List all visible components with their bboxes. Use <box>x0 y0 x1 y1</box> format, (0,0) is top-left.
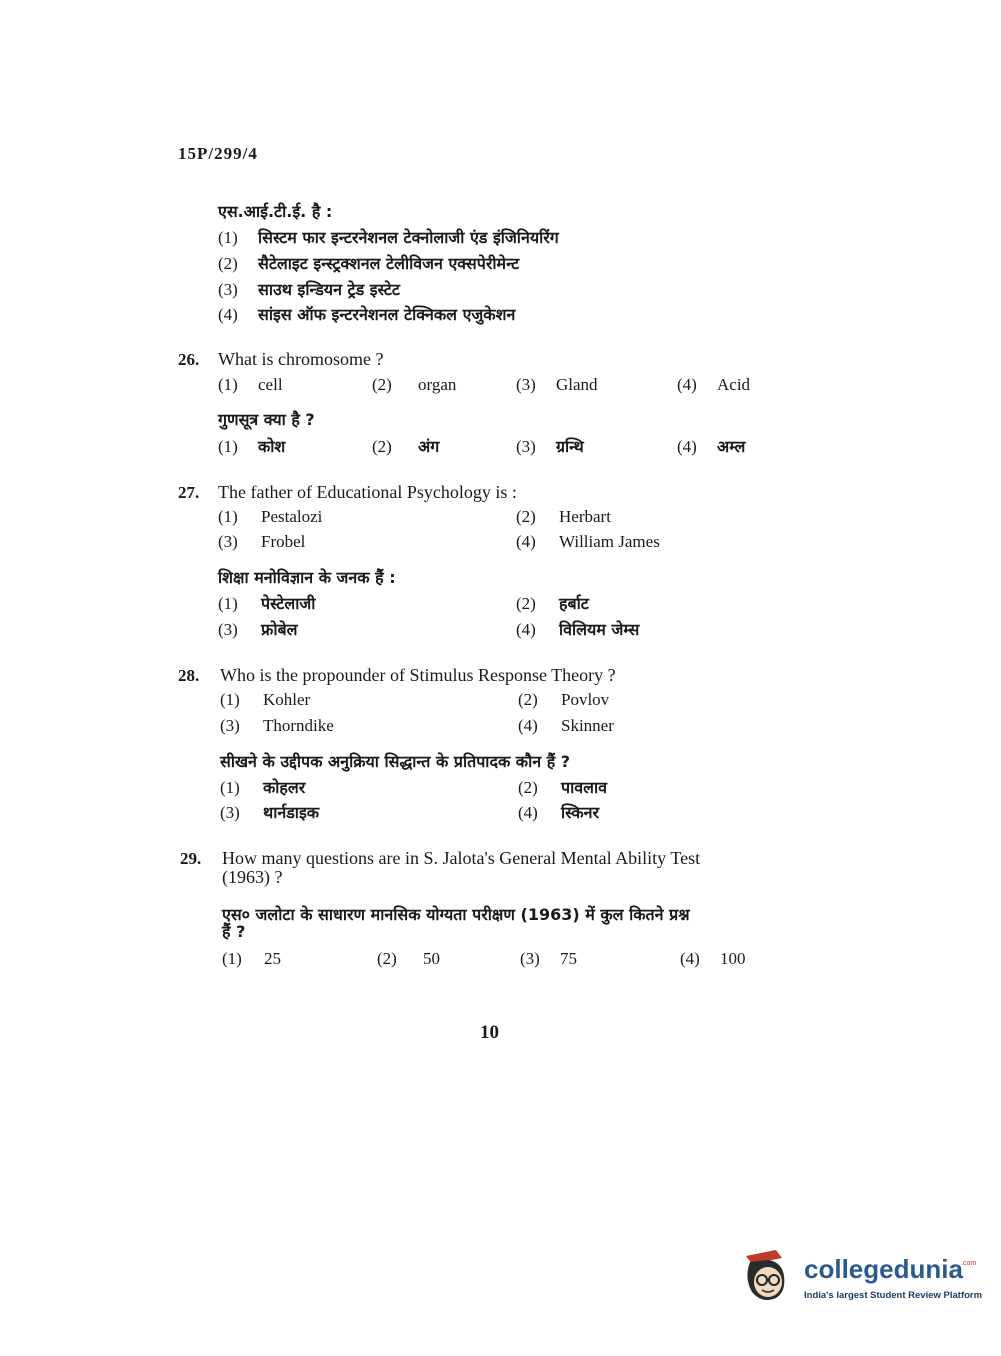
option-number: (1) <box>222 949 242 968</box>
option-number: (3) <box>218 280 238 299</box>
q26-en-option-1 <box>218 375 283 395</box>
q28-en-option-2 <box>518 690 609 710</box>
q29-option-1 <box>222 949 281 969</box>
question-text: What is chromosome ? <box>218 349 384 369</box>
option-number: (4) <box>680 949 700 968</box>
q25-hindi-stem: एस.आई.टी.ई. है : <box>218 202 333 221</box>
option-text: Herbart <box>559 507 611 526</box>
question-number: 27. <box>178 483 200 502</box>
q27-hi-option-3 <box>218 618 297 640</box>
option-number: (4) <box>516 532 536 551</box>
q29-option-4 <box>680 949 746 969</box>
q28-hi-option-3 <box>220 801 319 823</box>
option-text: सैटेलाइट इन्स्ट्रक्शनल टेलीविजन एक्सपेरीमेन्ट <box>258 254 520 273</box>
q25-option-2 <box>218 252 519 274</box>
option-number: (2) <box>218 254 238 273</box>
brand-name: collegedunia <box>804 1254 963 1284</box>
option-number: (3) <box>220 803 240 822</box>
q29-option-3 <box>520 949 577 969</box>
option-number: (2) <box>516 507 536 526</box>
option-text: विलियम जेम्स <box>559 620 640 639</box>
option-number: (2) <box>372 437 392 456</box>
option-text: सांइस ऑफ इन्टरनेशनल टेक्निकल एजुकेशन <box>258 305 516 324</box>
option-text: Kohler <box>263 690 311 709</box>
q28-en-option-1 <box>220 690 310 710</box>
option-number: (4) <box>516 620 536 639</box>
q25-option-1 <box>218 226 559 248</box>
q27-en-option-3 <box>218 532 305 552</box>
q29-hindi-stem: एस० जलोटा के साधारण मानसिक योग्यता परीक्षण (1963) में कुल कितने प्रश्न <box>222 905 690 924</box>
q26-hi-option-4 <box>677 435 745 457</box>
option-number: (2) <box>516 594 536 613</box>
collegedunia-logo <box>742 1248 983 1308</box>
paper-code: 15P/299/4 <box>178 144 258 163</box>
option-number: (4) <box>518 803 538 822</box>
option-number: (2) <box>518 778 538 797</box>
option-text: हर्बाट <box>559 594 589 613</box>
option-text: अंग <box>418 437 440 456</box>
option-text: साउथ इन्डियन ट्रेड इस्टेट <box>258 280 400 299</box>
option-text: अम्ल <box>717 437 746 456</box>
option-text: cell <box>258 375 283 394</box>
q26-hi-option-2 <box>372 435 439 457</box>
q25-option-4 <box>218 303 515 325</box>
q29-hindi-stem-line2: हैं ? <box>222 922 246 941</box>
option-text: 25 <box>264 949 281 968</box>
q28-hi-option-1 <box>220 776 305 798</box>
option-number: (1) <box>218 507 238 526</box>
option-number: (3) <box>220 716 240 735</box>
option-text: स्किनर <box>561 803 600 822</box>
q28-hi-option-4 <box>518 801 599 823</box>
option-text: 75 <box>560 949 577 968</box>
option-text: ग्रन्थि <box>556 437 584 456</box>
q29-option-2 <box>377 949 440 969</box>
option-text: Povlov <box>561 690 610 709</box>
option-number: (1) <box>220 690 240 709</box>
q28-hi-option-2 <box>518 776 607 798</box>
q26-hi-option-1 <box>218 435 285 457</box>
option-text: 50 <box>423 949 440 968</box>
brand-tagline: India's largest Student Review Platform <box>804 1290 983 1301</box>
question-number: 26. <box>178 350 200 369</box>
question-number: 29. <box>180 849 202 868</box>
option-number: (4) <box>677 437 697 456</box>
q26-en-option-3 <box>516 375 598 395</box>
page-number: 10 <box>480 1022 499 1043</box>
option-text: फ्रोबेल <box>261 620 298 639</box>
question-text: The father of Educational Psychology is : <box>218 482 517 502</box>
question-text: Who is the propounder of Stimulus Response Theory ? <box>220 665 616 685</box>
option-number: (1) <box>220 778 240 797</box>
option-text: कोहलर <box>263 778 306 797</box>
q27-hindi-stem: शिक्षा मनोविज्ञान के जनक हैं : <box>218 568 396 587</box>
option-number: (2) <box>377 949 397 968</box>
option-text: थार्नडाइक <box>263 803 320 822</box>
q26-en-option-2 <box>372 375 456 395</box>
option-text: William James <box>559 532 660 551</box>
option-text: 100 <box>720 949 746 968</box>
option-text: Pestalozi <box>261 507 323 526</box>
option-text: Acid <box>717 375 751 394</box>
option-number: (1) <box>218 375 238 394</box>
option-number: (1) <box>218 228 238 247</box>
q28-stem <box>178 665 616 686</box>
q29-stem-line2: (1963) ? <box>222 867 283 887</box>
option-text: सिस्टम फार इन्टरनेशनल टेक्नोलाजी एंड इंजिनियरिंग <box>258 228 559 247</box>
option-text: Frobel <box>261 532 306 551</box>
q28-en-option-3 <box>220 716 334 736</box>
option-number: (2) <box>518 690 538 709</box>
q27-en-option-1 <box>218 507 322 527</box>
question-number: 28. <box>178 666 200 685</box>
option-text: Skinner <box>561 716 614 735</box>
option-number: (3) <box>218 620 238 639</box>
option-number: (1) <box>218 437 238 456</box>
mascot-icon <box>742 1248 800 1308</box>
option-number: (4) <box>518 716 538 735</box>
q27-hi-option-1 <box>218 592 315 614</box>
option-text: organ <box>418 375 457 394</box>
option-number: (3) <box>520 949 540 968</box>
option-number: (2) <box>372 375 392 394</box>
option-number: (3) <box>516 437 536 456</box>
option-text: कोश <box>258 437 286 456</box>
option-text: Gland <box>556 375 598 394</box>
q27-hi-option-2 <box>516 592 589 614</box>
question-text: How many questions are in S. Jalota's General Mental Ability Test <box>222 848 701 868</box>
brand-suffix: .com <box>961 1260 977 1267</box>
q27-stem <box>178 482 517 503</box>
q27-hi-option-4 <box>516 618 639 640</box>
q26-hindi-stem: गुणसूत्र क्या है ? <box>218 410 315 429</box>
option-number: (1) <box>218 594 238 613</box>
q25-option-3 <box>218 278 400 300</box>
q26-en-option-4 <box>677 375 750 395</box>
q26-hi-option-3 <box>516 435 584 457</box>
option-text: पेस्टेलाजी <box>261 594 316 613</box>
q27-en-option-4 <box>516 532 660 552</box>
q26-stem <box>178 349 383 370</box>
option-number: (4) <box>677 375 697 394</box>
q29-stem <box>180 848 700 869</box>
option-number: (3) <box>516 375 536 394</box>
q28-en-option-4 <box>518 716 614 736</box>
option-number: (4) <box>218 305 238 324</box>
q27-en-option-2 <box>516 507 611 527</box>
option-text: पावलाव <box>561 778 608 797</box>
q28-hindi-stem: सीखने के उद्दीपक अनुक्रिया सिद्धान्त के प्रतिपादक कौन हैं ? <box>220 752 571 771</box>
option-text: Thorndike <box>263 716 334 735</box>
option-number: (3) <box>218 532 238 551</box>
